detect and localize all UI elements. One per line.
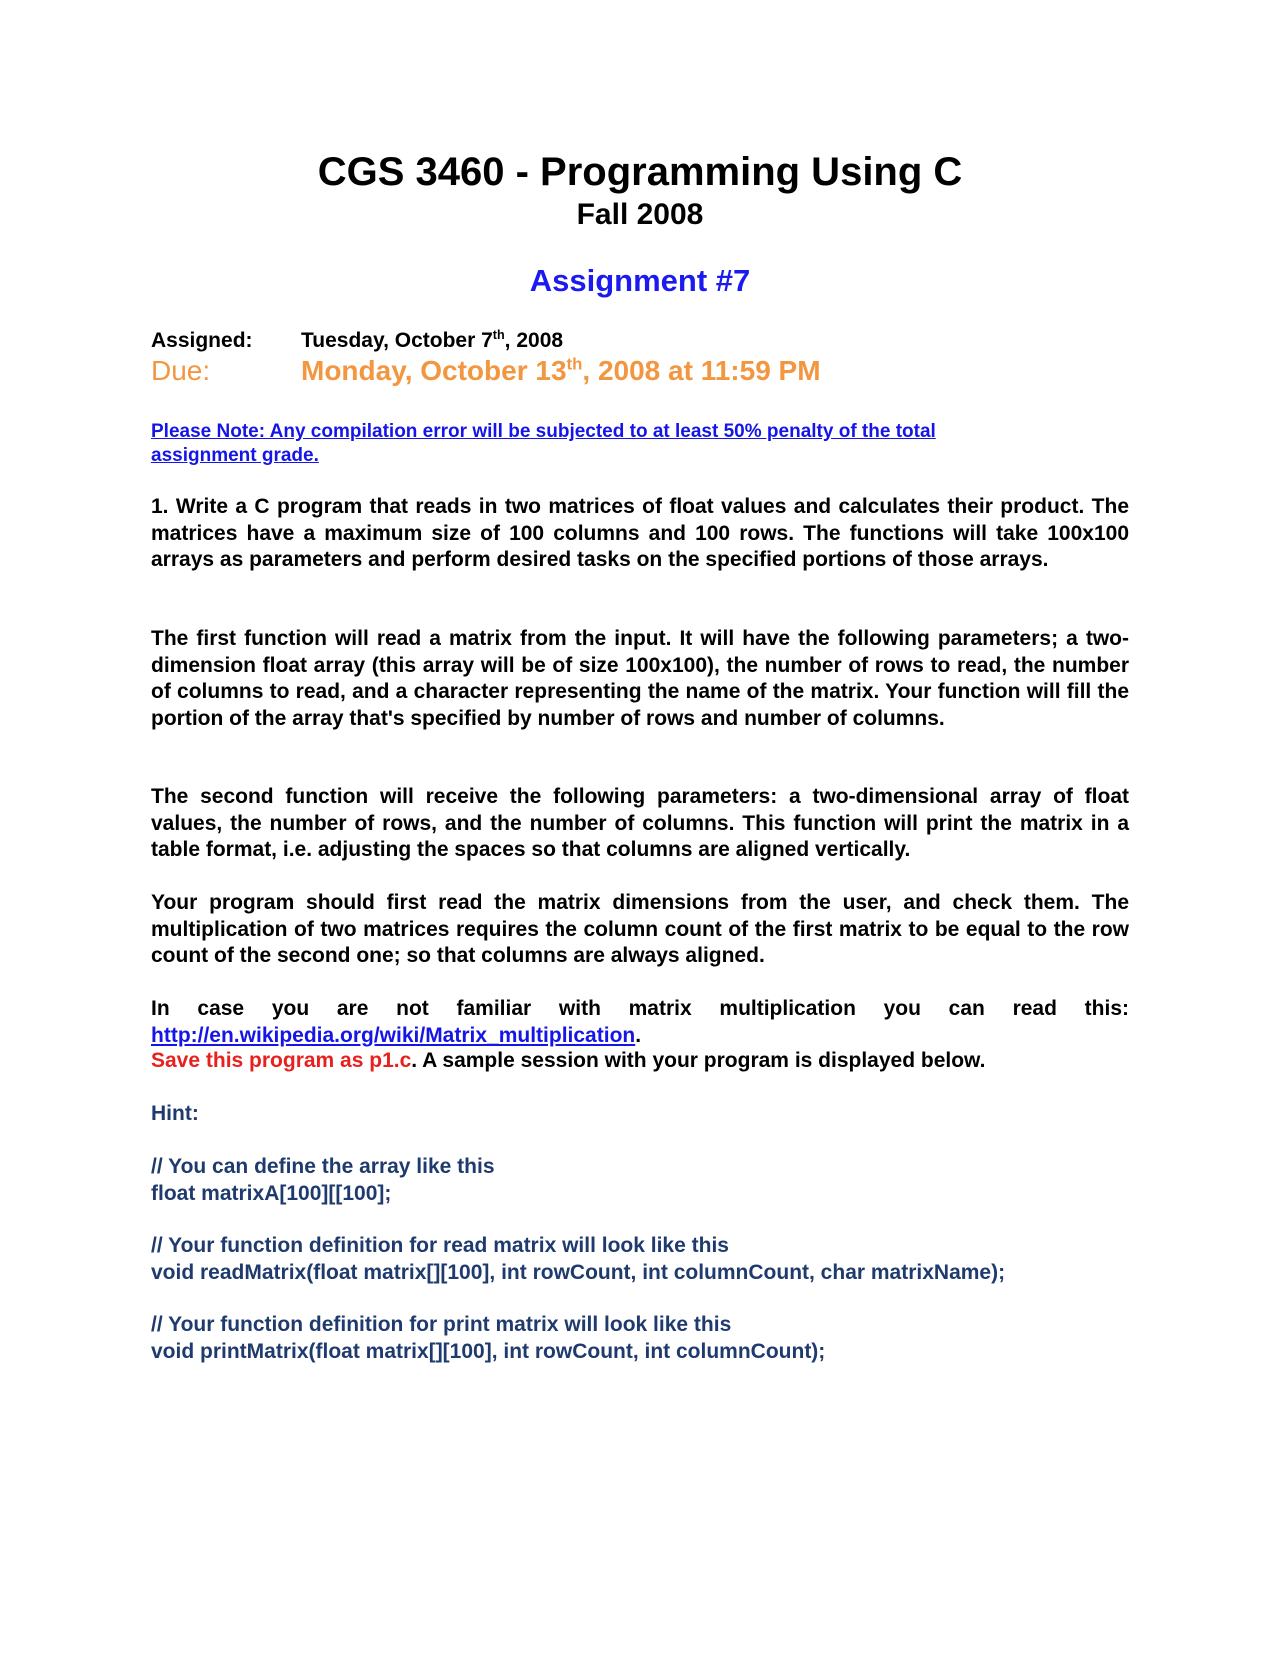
hint-comment-print: // Your function definition for print matrix will look like this <box>151 1313 732 1336</box>
assigned-date-text: Tuesday, October 7 <box>301 329 493 352</box>
assigned-label: Assigned: <box>151 329 253 352</box>
reference-text: In case you are not familiar with matrix multiplication you can read this: <box>151 997 1129 1020</box>
due-label: Due: <box>151 355 211 386</box>
paragraph-read-function: The first function will read a matrix from the input. It will have the following parameters; a two-dimension float array (this array will be of size 100x100), the number of rows to read, the number of columns to read, and a character representing the name of the matrix. Your function will fill the portion of the array that's specified by number of rows and number of columns. <box>151 627 1129 730</box>
paragraph-print-function: The second function will receive the following parameters: a two-dimensional array of float values, the number of rows, and the number of columns. This function will print the matrix in a table format, i.e. adjusting the spaces so that columns are aligned vertically. <box>151 785 1129 861</box>
sample-session-text: . A sample session with your program is displayed below. <box>411 1049 986 1072</box>
hint-code-array: float matrixA[100][[100]; <box>151 1181 392 1205</box>
hint-comment-array: // You can define the array like this <box>151 1155 495 1178</box>
hint-array-definition <box>151 1154 1151 1207</box>
assigned-date-year: , 2008 <box>504 329 564 352</box>
hint-read-matrix <box>151 1233 1151 1286</box>
paragraph-save-instruction <box>151 1048 1129 1075</box>
wikipedia-link[interactable]: http://en.wikipedia.org/wiki/Matrix_multiplication <box>151 1023 636 1047</box>
due-date-suffix: th <box>566 354 583 374</box>
reference-period: . <box>635 1023 642 1047</box>
paragraph-dimensions: Your program should first read the matrix dimensions from the user, and check them. The multiplication of two matrices requires the column count of the first matrix to be equal to the row count of the second one; so that columns are always aligned. <box>151 891 1129 967</box>
hint-label: Hint: <box>151 1102 199 1125</box>
due-date-time: , 2008 at 11:59 PM <box>582 355 821 386</box>
term-subtitle: Fall 2008 <box>576 198 704 231</box>
assignment-title: Assignment #7 <box>529 263 751 298</box>
assigned-date-suffix: th <box>492 328 505 342</box>
due-date-text: Monday, October 13 <box>301 355 567 386</box>
due-date-row <box>151 353 821 389</box>
hint-comment-read: // Your function definition for read matrix will look like this <box>151 1234 729 1257</box>
penalty-note-link[interactable]: Please Note: Any compilation error will be subjected to at least 50% penalty of the total assignment grade. <box>151 421 936 466</box>
hint-code-read: void readMatrix(float matrix[][100], int rowCount, int columnCount, char matrixName); <box>151 1260 1006 1284</box>
assigned-date-row <box>151 328 563 354</box>
course-title: CGS 3460 - Programming Using C <box>317 150 963 194</box>
save-filename-text: Save this program as p1.c <box>151 1049 412 1072</box>
paragraph-reference <box>151 996 1129 1049</box>
hint-code-print: void printMatrix(float matrix[][100], int rowCount, int columnCount); <box>151 1339 826 1363</box>
paragraph-task: 1. Write a C program that reads in two matrices of float values and calculates their product. The matrices have a maximum size of 100 columns and 100 rows. The functions will take 100x100 arrays as parameters and perform desired tasks on the specified portions of those arrays. <box>151 495 1129 571</box>
hint-print-matrix <box>151 1312 1151 1365</box>
